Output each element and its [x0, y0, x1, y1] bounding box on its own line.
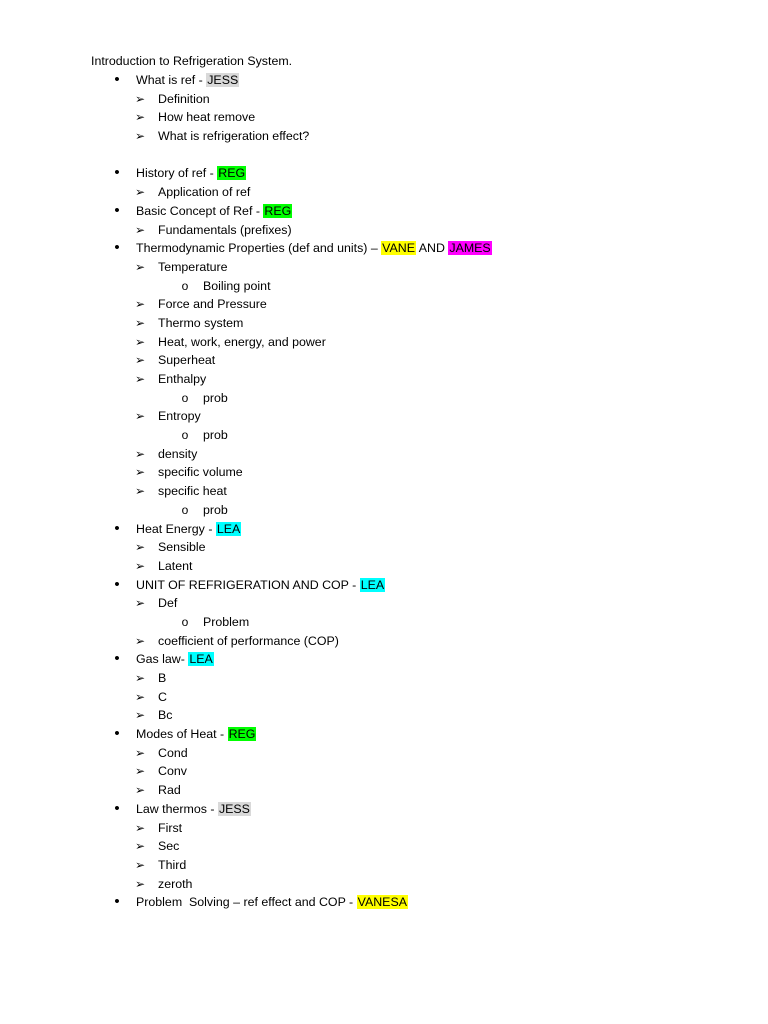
outline-item-level-2 [0, 819, 768, 838]
outline-item-level-2 [0, 90, 768, 109]
assignee-tag: VANE [382, 241, 415, 256]
outline-item-level-2 [0, 333, 768, 352]
outline-item-level-1 [0, 164, 768, 183]
outline-item-level-1 [0, 725, 768, 744]
outline-item-content [158, 314, 243, 333]
outline-item-content [158, 538, 206, 557]
outline-item-content [136, 164, 246, 183]
outline-item-label: Fundamentals (prefixes) [158, 222, 292, 237]
outline-item-label: First [158, 820, 183, 835]
outline-item-content [158, 594, 177, 613]
circle-bullet-icon: o [181, 502, 189, 517]
outline-item-label: Cond [158, 745, 188, 760]
outline-item-label: What is ref - [136, 73, 207, 87]
arrow-bullet-icon: ➢ [134, 222, 146, 237]
outline-item-level-3 [0, 389, 768, 408]
arrow-bullet-icon: ➢ [134, 129, 146, 144]
bullet-icon: • [114, 71, 120, 88]
bullet-icon: • [114, 519, 120, 537]
outline-item-label: Definition [158, 91, 210, 106]
outline-item-label: Modes of Heat - [136, 727, 228, 742]
circle-bullet-icon: o [181, 390, 189, 405]
bullet-icon: • [114, 575, 120, 593]
outline-item-level-3 [0, 613, 768, 632]
outline-item-content [158, 445, 197, 464]
outline-item-level-2 [0, 706, 768, 725]
outline-item-level-2 [0, 351, 768, 370]
arrow-bullet-icon: ➢ [134, 110, 146, 125]
circle-bullet-icon: o [181, 428, 189, 443]
outline-item-label: B [158, 671, 167, 685]
outline-item-content [158, 183, 250, 202]
outline-item-label: Superheat [158, 353, 216, 368]
outline-item-level-1 [0, 650, 768, 669]
assignee-tag: LEA [360, 577, 385, 592]
outline-item-label: Application of ref [158, 185, 251, 200]
outline-item-label: Third [158, 857, 187, 872]
connector-text: AND [416, 241, 449, 256]
outline-item-label: Basic Concept of Ref - [136, 203, 264, 218]
outline-item-content [158, 856, 186, 875]
assignee-tag: LEA [189, 652, 213, 667]
arrow-bullet-icon: ➢ [134, 708, 146, 723]
arrow-bullet-icon: ➢ [134, 820, 146, 835]
outline-item-content [158, 258, 228, 277]
outline-item-content [158, 108, 255, 127]
outline-item-content [158, 819, 182, 838]
outline-item-label: What is refrigeration effect? [158, 129, 310, 144]
bullet-icon: • [114, 239, 120, 257]
outline-item-label: Law thermos - [136, 801, 218, 816]
outline-item-level-3 [0, 277, 768, 296]
bullet-icon: • [114, 725, 120, 743]
outline-item-label: Def [158, 596, 178, 611]
arrow-bullet-icon: ➢ [134, 857, 146, 872]
outline-item-level-2 [0, 632, 768, 651]
outline-item-label: Boiling point [203, 278, 271, 293]
arrow-bullet-icon: ➢ [134, 353, 146, 368]
outline-item-content [158, 463, 243, 482]
outline-list [0, 71, 768, 912]
document-title: Introduction to Refrigeration System. [91, 54, 293, 68]
outline-item-content [136, 71, 239, 90]
outline-item-content [136, 202, 292, 221]
bullet-icon: • [114, 201, 120, 219]
arrow-bullet-icon: ➢ [134, 315, 146, 330]
outline-item-level-2 [0, 538, 768, 557]
arrow-bullet-icon: ➢ [134, 783, 146, 798]
outline-item-content [158, 407, 201, 426]
outline-item-level-1 [0, 239, 768, 258]
outline-item-content [136, 239, 492, 258]
outline-item-label: Sensible [158, 540, 206, 555]
outline-item-label: prob [203, 428, 228, 443]
outline-item-label: Temperature [158, 259, 228, 274]
outline-item-label: zeroth [158, 876, 193, 891]
arrow-bullet-icon: ➢ [134, 689, 146, 704]
outline-item-content [136, 725, 256, 744]
outline-item-level-1 [0, 71, 768, 90]
outline-item-label: History of ref - [136, 166, 218, 181]
outline-item-content [158, 370, 206, 389]
circle-bullet-icon: o [181, 614, 189, 629]
outline-item-label: specific volume [158, 465, 243, 480]
arrow-bullet-icon: ➢ [134, 334, 146, 349]
outline-item-label: Heat, work, energy, and power [158, 334, 326, 349]
assignee-tag: JESS [218, 801, 250, 816]
outline-item-level-2 [0, 258, 768, 277]
outline-item-level-2 [0, 781, 768, 800]
arrow-bullet-icon: ➢ [134, 540, 146, 555]
outline-item-label: Rad [158, 783, 181, 798]
outline-item-level-2 [0, 314, 768, 333]
bullet-icon: • [114, 799, 120, 817]
outline-item-label: UNIT OF REFRIGERATION AND COP - [136, 577, 360, 592]
outline-item-label: Enthalpy [158, 372, 207, 386]
outline-item-content [158, 706, 172, 725]
outline-item-level-2 [0, 108, 768, 127]
outline-item-content [203, 501, 228, 520]
outline-item-level-2 [0, 594, 768, 613]
outline-item-label: Gas law- [136, 652, 189, 667]
outline-item-level-1 [0, 576, 768, 595]
outline-item-label: Latent [158, 558, 193, 573]
outline-item-label: C [158, 689, 167, 704]
arrow-bullet-icon: ➢ [134, 446, 146, 461]
outline-item-level-2 [0, 482, 768, 501]
outline-item-content [158, 333, 326, 352]
outline-item-level-2 [0, 445, 768, 464]
arrow-bullet-icon: ➢ [134, 596, 146, 611]
outline-item-content [158, 295, 267, 314]
outline-item-content [158, 781, 181, 800]
outline-item-level-2 [0, 127, 768, 146]
arrow-bullet-icon: ➢ [134, 465, 146, 480]
arrow-bullet-icon: ➢ [134, 745, 146, 760]
assignee-tag: JESS [207, 73, 239, 87]
outline-item-level-1 [0, 520, 768, 539]
outline-item-level-1 [0, 202, 768, 221]
outline-item-level-1 [0, 893, 768, 912]
outline-item-level-2 [0, 221, 768, 240]
outline-item-label: density [158, 446, 198, 461]
outline-item-content [158, 632, 339, 651]
outline-item-level-1 [0, 800, 768, 819]
outline-item-level-3 [0, 501, 768, 520]
arrow-bullet-icon: ➢ [134, 671, 146, 685]
assignee-tag: REG [264, 203, 292, 218]
outline-item-label: How heat remove [158, 110, 256, 125]
outline-item-label: Force and Pressure [158, 297, 267, 312]
outline-item-content [136, 650, 214, 669]
outline-item-level-2 [0, 370, 768, 389]
outline-item-content [158, 90, 210, 109]
outline-item-content [158, 557, 192, 576]
arrow-bullet-icon: ➢ [134, 409, 146, 424]
arrow-bullet-icon: ➢ [134, 259, 146, 274]
outline-item-level-2 [0, 407, 768, 426]
outline-item-level-2 [0, 557, 768, 576]
outline-item-label: Sec [158, 839, 180, 854]
assignee-tag: LEA [216, 521, 241, 536]
arrow-bullet-icon: ➢ [134, 91, 146, 106]
outline-item-content [136, 576, 385, 595]
bullet-icon: • [114, 164, 120, 182]
outline-item-content [136, 520, 241, 539]
arrow-bullet-icon: ➢ [134, 839, 146, 854]
outline-item-label: prob [203, 390, 228, 405]
outline-item-label: coefficient of performance (COP) [158, 633, 339, 648]
arrow-bullet-icon: ➢ [134, 372, 146, 386]
outline-item-label: Problem Solving – ref effect and COP - [136, 895, 357, 910]
outline-item-label: Thermo system [158, 315, 244, 330]
outline-item-content [203, 277, 271, 296]
outline-item-content [136, 800, 251, 819]
outline-item-content [158, 762, 187, 781]
outline-item-label: Bc [158, 708, 173, 723]
outline-item-content [203, 613, 249, 632]
outline-item-label: Problem [203, 614, 250, 629]
arrow-bullet-icon: ➢ [134, 185, 146, 200]
outline-item-content [136, 893, 408, 912]
outline-item-level-2 [0, 183, 768, 202]
arrow-bullet-icon: ➢ [134, 876, 146, 891]
assignee-tag: REG [228, 727, 256, 742]
outline-item-level-2 [0, 463, 768, 482]
outline-item-level-2 [0, 295, 768, 314]
arrow-bullet-icon: ➢ [134, 764, 146, 779]
outline-item-content [158, 744, 188, 763]
bullet-icon: • [114, 893, 120, 911]
outline-item-label: prob [203, 502, 228, 517]
outline-item-level-2 [0, 669, 768, 688]
assignee-tag: REG [218, 166, 246, 181]
outline-item-label: specific heat [158, 484, 227, 499]
outline-item-level-2 [0, 856, 768, 875]
outline-item-content [158, 875, 192, 894]
circle-bullet-icon: o [181, 278, 189, 293]
outline-item-level-3 [0, 426, 768, 445]
outline-item-label: Thermodynamic Properties (def and units) – [136, 241, 382, 256]
outline-item-level-2 [0, 837, 768, 856]
outline-item-content [158, 221, 292, 240]
outline-item-level-2 [0, 688, 768, 707]
bullet-icon: • [114, 650, 120, 668]
arrow-bullet-icon: ➢ [134, 558, 146, 573]
outline-item-content [158, 669, 166, 688]
outline-item-label: Conv [158, 764, 187, 779]
outline-item-level-2 [0, 762, 768, 781]
outline-item-content [203, 426, 228, 445]
arrow-bullet-icon: ➢ [134, 297, 146, 312]
assignee-tag: JAMES [449, 241, 491, 256]
arrow-bullet-icon: ➢ [134, 633, 146, 648]
outline-item-level-2 [0, 875, 768, 894]
outline-item-level-2 [0, 744, 768, 763]
outline-item-label: Entropy [158, 409, 201, 424]
outline-item-label: Heat Energy - [136, 521, 216, 536]
outline-item-content [203, 389, 228, 408]
outline-item-content [158, 482, 227, 501]
outline-item-content [158, 351, 215, 370]
assignee-tag: VANESA [357, 895, 407, 910]
outline-item-content [158, 127, 309, 146]
outline-item-content [158, 688, 167, 707]
outline-item-content [158, 837, 179, 856]
arrow-bullet-icon: ➢ [134, 484, 146, 499]
